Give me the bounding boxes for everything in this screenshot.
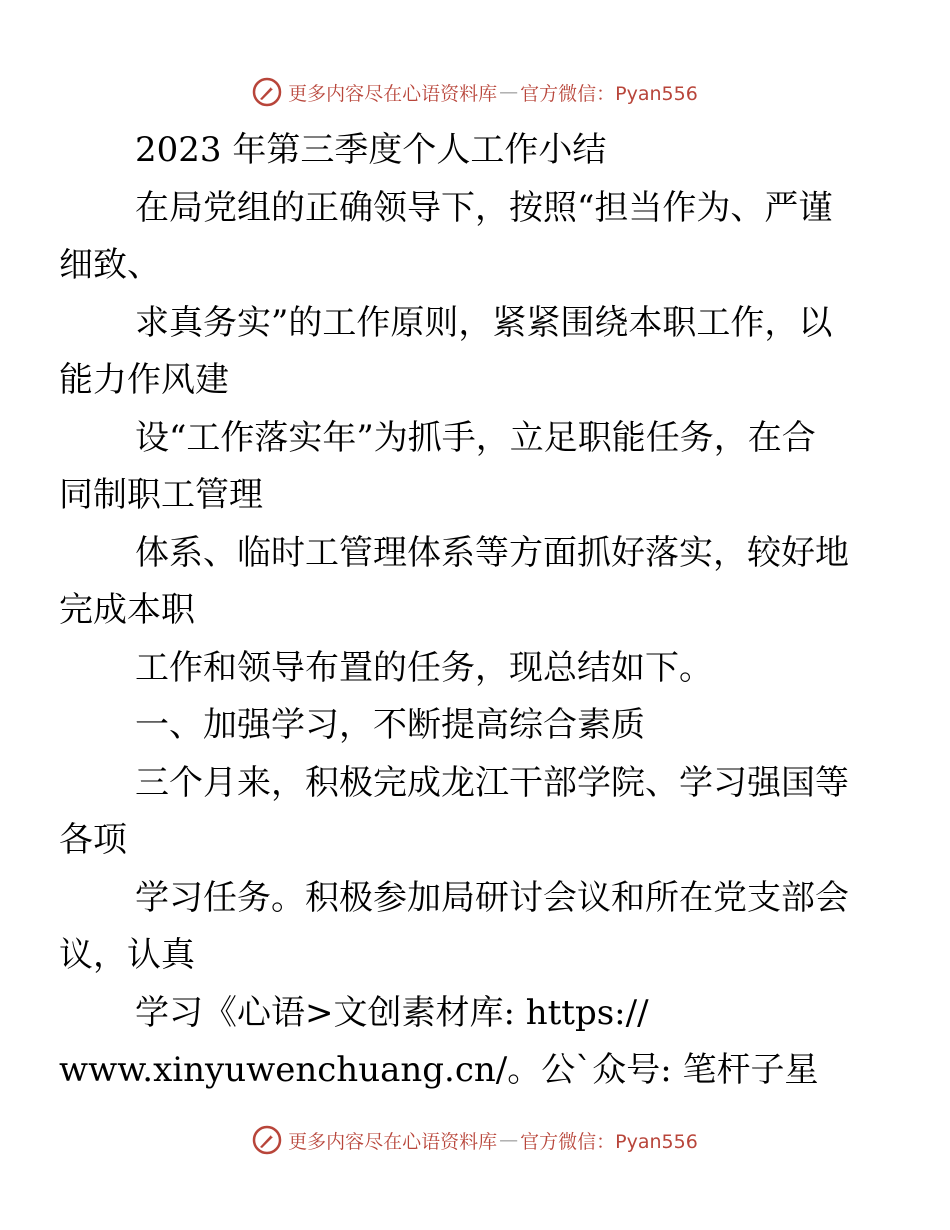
banner-separator: —	[499, 81, 519, 103]
text-line: 完成本职	[59, 590, 195, 630]
text-line: 一、加强学习，不断提高综合素质	[135, 705, 645, 745]
text-line: 三个月来，积极完成龙江干部学院、学习强国等	[135, 762, 849, 803]
text-line: 同制职工管理	[59, 475, 263, 515]
banner-wechat-text: 官方微信：Pyan556	[520, 82, 698, 105]
text-line: 2023 年第三季度个人工作小结	[135, 130, 607, 170]
banner-main-text: 更多内容尽在心语资料库	[288, 82, 498, 105]
banner-separator: —	[499, 1129, 519, 1151]
footer-banner	[0, 1118, 950, 1162]
text-line: 学习任务。积极参加局研讨会议和所在党支部会	[135, 877, 849, 918]
document-lines	[59, 122, 857, 1100]
header-banner	[0, 70, 950, 114]
quill-circle-logo-icon	[252, 1125, 282, 1155]
text-line: 议，认真	[59, 935, 195, 975]
text-line: 求真务实”的工作原则，紧紧围绕本职工作，以	[135, 302, 833, 343]
text-line: 体系、临时工管理体系等方面抓好落实，较好地	[135, 532, 849, 573]
text-line: 设“工作落实年”为抓手，立足职能任务，在合	[135, 417, 816, 458]
text-line: www.xinyuwenchuang.cn/。公`众号: 笔杆子星	[59, 1050, 819, 1090]
banner-wechat-text: 官方微信：Pyan556	[520, 1130, 698, 1153]
text-line: 细致、	[59, 245, 161, 285]
quill-circle-logo-icon	[252, 77, 282, 107]
text-line: 各项	[59, 820, 127, 860]
text-line: 学习《心语>文创素材库: https://	[135, 992, 649, 1033]
text-line: 工作和领导布置的任务，现总结如下。	[135, 647, 713, 688]
document-body	[59, 122, 857, 1100]
text-line: 在局党组的正确领导下，按照“担当作为、严谨	[135, 187, 833, 228]
banner-main-text: 更多内容尽在心语资料库	[288, 1130, 498, 1153]
text-line: 能力作风建	[59, 360, 229, 400]
